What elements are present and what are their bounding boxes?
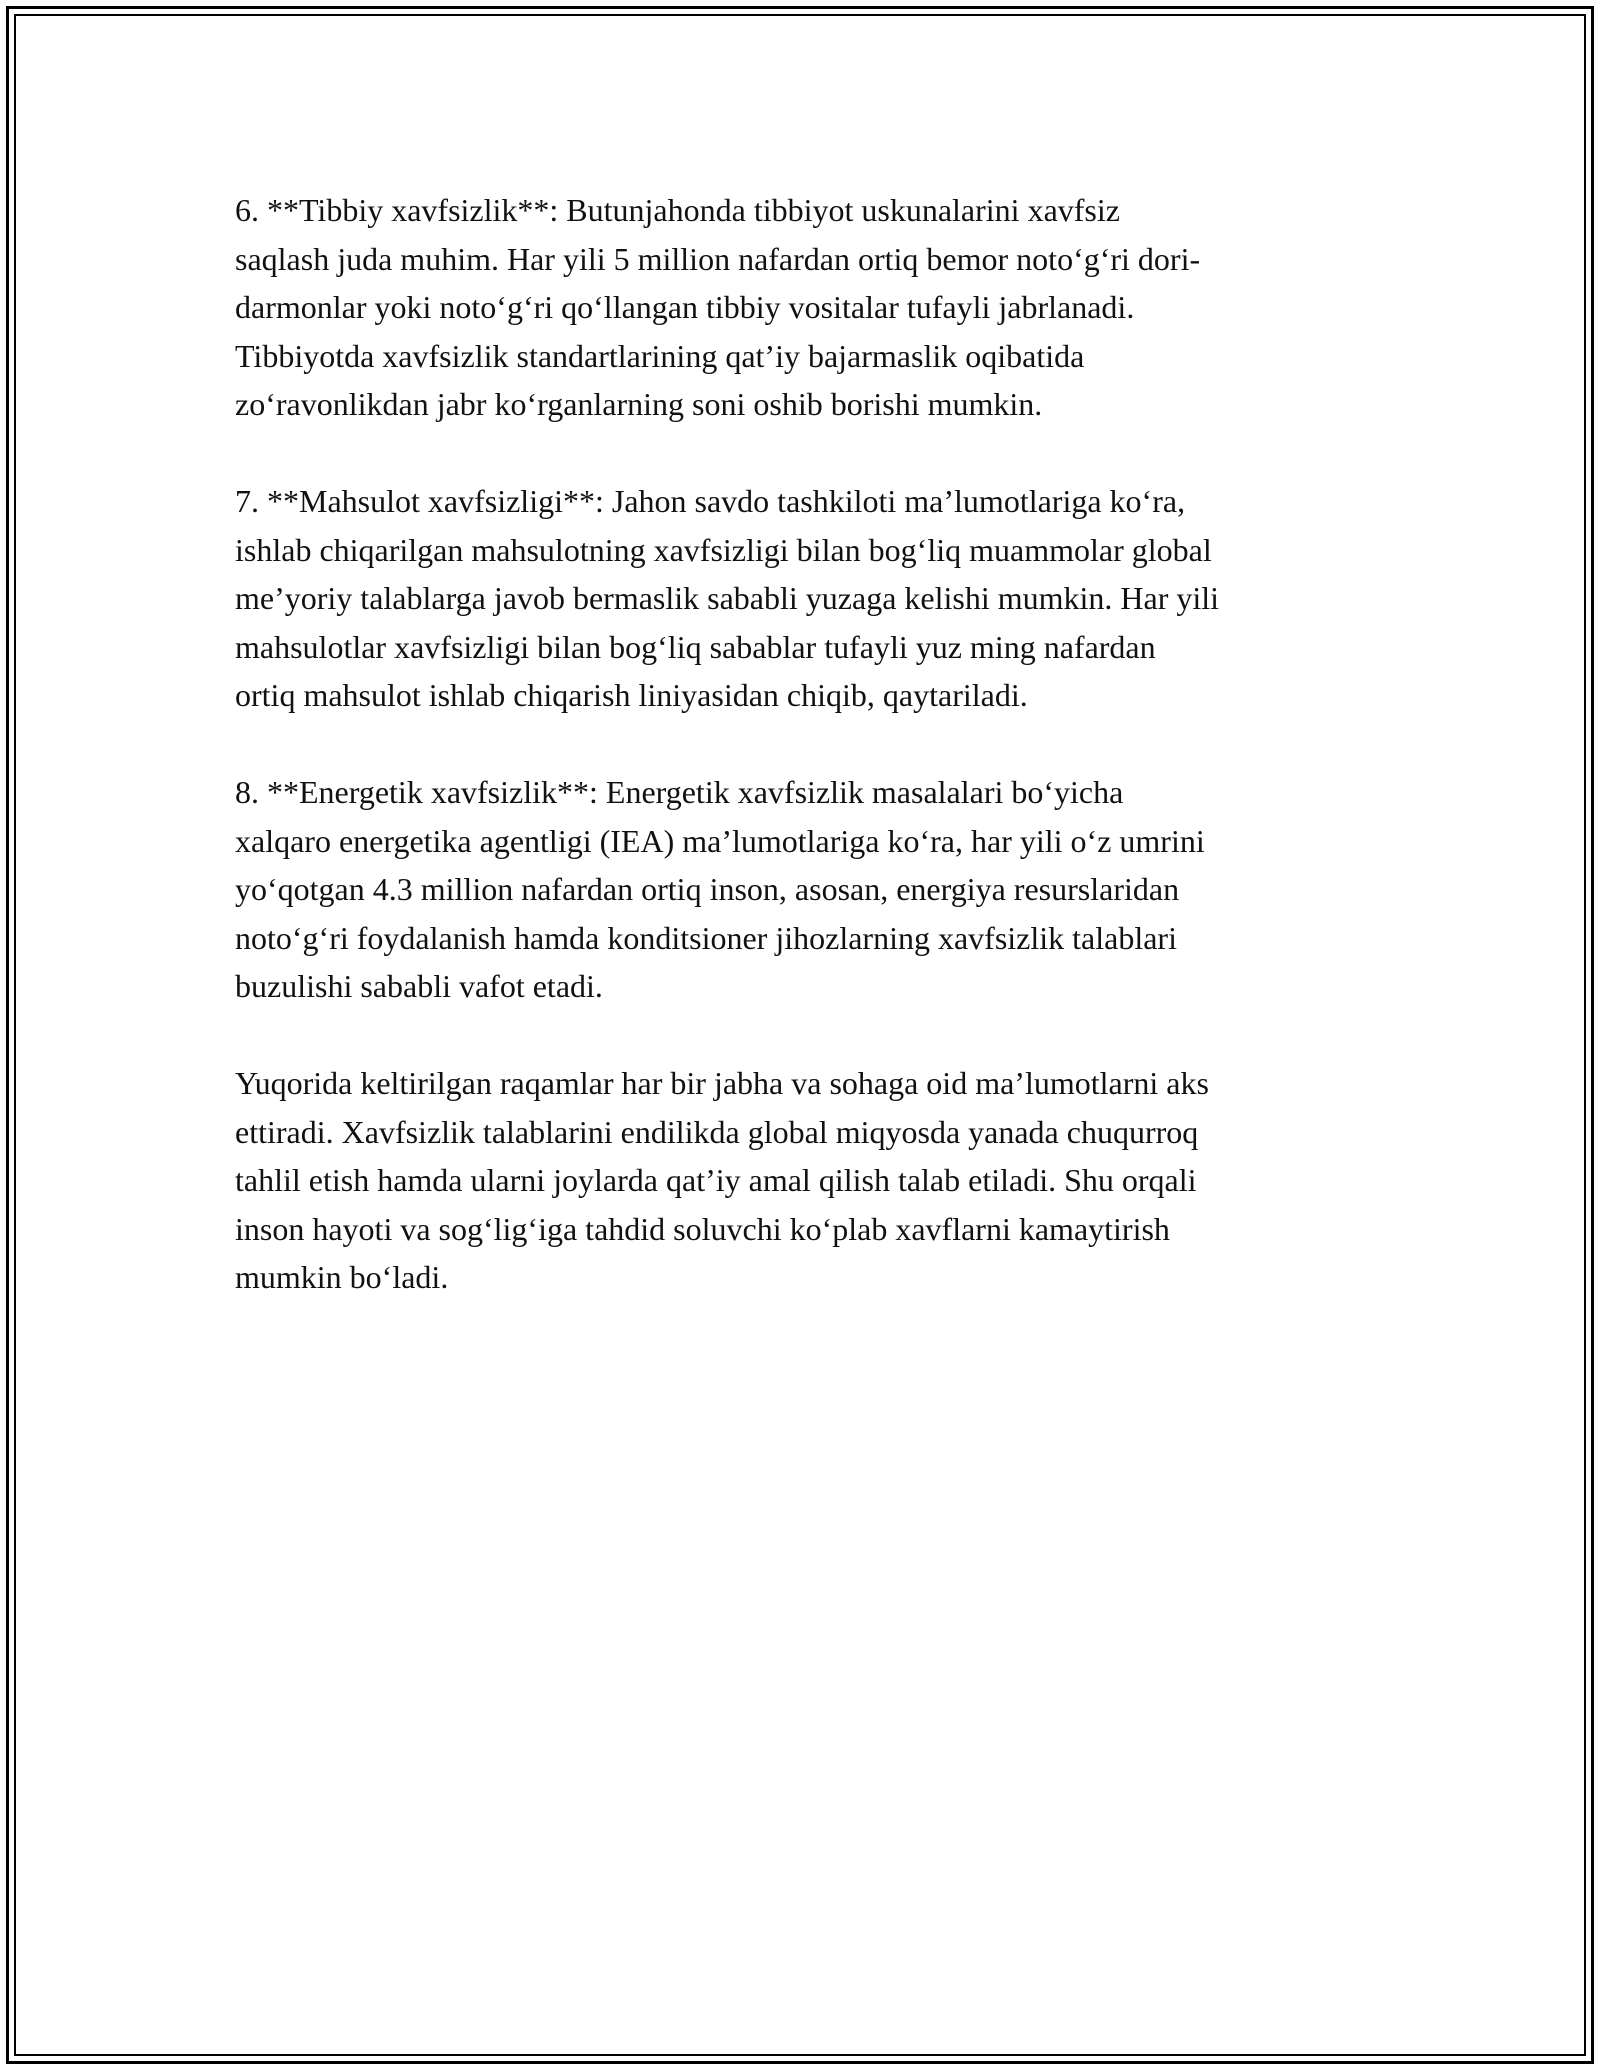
paragraph-conclusion <box>235 1059 1395 1302</box>
text-line: mumkin bo‘ladi. <box>235 1259 449 1295</box>
text-line: xalqaro energetika agentligi (IEA) ma’lumotlariga ko‘ra, har yili o‘z umrini <box>235 822 1205 859</box>
text-line: 6. **Tibbiy xavfsizlik**: Butunjahonda tibbiyot uskunalarini xavfsiz <box>235 192 1120 228</box>
text-line: Yuqorida keltirilgan raqamlar har bir jabha va sohaga oid ma’lumotlarni aks <box>235 1065 1209 1101</box>
text-line: 7. **Mahsulot xavfsizligi**: Jahon savdo tashkiloti ma’lumotlariga ko‘ra, <box>235 483 1186 519</box>
text-line: ettiradi. Xavfsizlik talablarini endilikda global miqyosda yanada chuqurroq <box>235 1113 1199 1150</box>
text-line: zo‘ravonlikdan jabr ko‘rganlarning soni oshib borishi mumkin. <box>235 386 1043 422</box>
document-body <box>235 186 1395 1350</box>
text-line: me’yoriy talablarga javob bermaslik sababli yuzaga kelishi mumkin. Har yili <box>235 580 1220 616</box>
text-line: saqlash juda muhim. Har yili 5 million nafardan ortiq bemor noto‘g‘ri dori- <box>235 240 1201 277</box>
paragraph-medical-safety <box>235 186 1395 429</box>
text-line: buzulishi sababli vafot etadi. <box>235 968 603 1004</box>
text-line: Tibbiyotda xavfsizlik standartlarining qat’iy bajarmaslik oqibatida <box>235 337 1085 374</box>
text-line: ishlab chiqarilgan mahsulotning xavfsizligi bilan bog‘liq muammolar global <box>235 531 1212 568</box>
paragraph-energy-safety <box>235 768 1395 1011</box>
text-line: noto‘g‘ri foydalanish hamda konditsioner jihozlarning xavfsizlik talablari <box>235 919 1177 956</box>
paragraph-product-safety <box>235 477 1395 720</box>
text-line: mahsulotlar xavfsizligi bilan bog‘liq sabablar tufayli yuz ming nafardan <box>235 628 1156 665</box>
text-line: ortiq mahsulot ishlab chiqarish liniyasidan chiqib, qaytariladi. <box>235 677 1028 713</box>
text-line: darmonlar yoki noto‘g‘ri qo‘llangan tibbiy vositalar tufayli jabrlanadi. <box>235 289 1135 325</box>
text-line: yo‘qotgan 4.3 million nafardan ortiq inson, asosan, energiya resurslaridan <box>235 871 1180 907</box>
text-line: tahlil etish hamda ularni joylarda qat’iy amal qilish talab etiladi. Shu orqali <box>235 1162 1197 1198</box>
text-line: 8. **Energetik xavfsizlik**: Energetik xavfsizlik masalalari bo‘yicha <box>235 774 1124 810</box>
text-line: inson hayoti va sog‘lig‘iga tahdid soluvchi ko‘plab xavflarni kamaytirish <box>235 1210 1170 1247</box>
